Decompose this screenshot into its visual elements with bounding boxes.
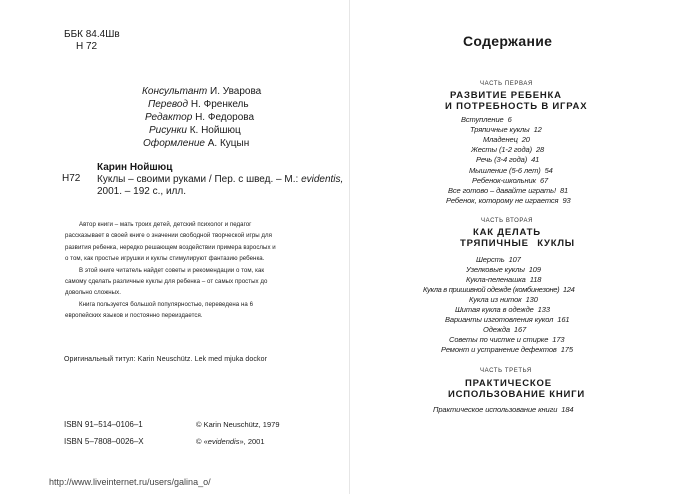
abstract-paragraph: В этой книге читатель найдет советы и рекомендации о том, как самому сделать различные куклы для ребенка – от самых простых до довольно сложных. bbox=[65, 266, 268, 297]
toc-entry[interactable]: Жесты (1-2 года) 28 bbox=[471, 145, 545, 154]
bbk-index: Н 72 bbox=[76, 41, 98, 52]
toc-entry[interactable]: Кукла в пришивной одежде (комбинезоне) 124 bbox=[423, 285, 575, 294]
watermark-url[interactable]: http://www.liveinternet.ru/users/galina_o/ bbox=[49, 477, 211, 487]
toc-entry[interactable]: Речь (3-4 года) 41 bbox=[476, 155, 540, 164]
toc-entry[interactable]: Шитая кукла в одежде 133 bbox=[455, 305, 550, 314]
part-two-label: ЧАСТЬ ВТОРАЯ bbox=[481, 218, 534, 224]
toc-entry[interactable]: Мышление (5-6 лет) 54 bbox=[469, 166, 553, 175]
credits-block bbox=[142, 85, 261, 150]
part-one-title-line-2: И ПОТРЕБНОСТЬ В ИГРАХ bbox=[445, 101, 588, 112]
book-author: Карин Нойшюц bbox=[97, 162, 173, 173]
credit-design: Оформление А. Куцын bbox=[143, 138, 250, 149]
abstract-paragraph: Автор книги – мать троих детей, детский психолог и педагог рассказывает в своей книге о значении свободной творческой игры для развития ребенка, нередко решающем воздействии примера взрослых и о том, как простые игрушки и куклы стимулируют фантазию ребенка. bbox=[65, 221, 276, 263]
part-three-title-line-1: ПРАКТИЧЕСКОЕ bbox=[465, 378, 552, 389]
toc-entry[interactable]: Узелковые куклы 109 bbox=[466, 265, 541, 274]
toc-entry[interactable]: Одежда 167 bbox=[483, 325, 527, 334]
toc-entry[interactable]: Кукла-пеленашка 118 bbox=[466, 275, 542, 284]
part-three-title-line-2: ИСПОЛЬЗОВАНИЕ КНИГИ bbox=[448, 389, 585, 400]
bbk-block bbox=[64, 29, 120, 53]
toc-entry[interactable]: Младенец 20 bbox=[483, 135, 530, 144]
abstract bbox=[65, 219, 280, 322]
toc-entry[interactable]: Советы по чистке и стирке 173 bbox=[449, 335, 565, 344]
part-one-title-line-1: РАЗВИТИЕ РЕБЕНКА bbox=[450, 90, 562, 101]
part-two-title-line-1: КАК ДЕЛАТЬ bbox=[473, 227, 541, 238]
right-page bbox=[349, 0, 699, 494]
credit-illustrations: Рисунки К. Нойшюц bbox=[149, 125, 241, 136]
toc-entry[interactable]: Шерсть 107 bbox=[476, 255, 521, 264]
toc-entry[interactable]: Ребенок, которому не играется 93 bbox=[446, 196, 571, 205]
toc-entry[interactable]: Кукла из ниток 130 bbox=[469, 295, 538, 304]
toc-entry[interactable]: Варианты изготовления кукол 161 bbox=[445, 315, 570, 324]
toc-entry[interactable]: Практическое использование книги 184 bbox=[433, 405, 574, 414]
credit-editor: Редактор Н. Федорова bbox=[145, 112, 255, 123]
toc-entry[interactable]: Ребенок-школьник 67 bbox=[472, 176, 549, 185]
credit-translation: Перевод Н. Френкель bbox=[148, 99, 249, 110]
copyright-publisher: © «evidendis», 2001 bbox=[196, 437, 265, 446]
part-two-title-line-2: ТРЯПИЧНЫЕ КУКЛЫ bbox=[460, 238, 575, 249]
bbk-code: ББК 84.4Шв bbox=[64, 29, 120, 40]
toc-title: Содержание bbox=[463, 33, 553, 49]
book-year-pages: 2001. – 192 с., илл. bbox=[97, 186, 186, 197]
toc-entry[interactable]: Все готово – давайте играть! 81 bbox=[448, 186, 569, 195]
book-title-line: Куклы – своими руками / Пер. с швед. – М.: evidentis, bbox=[97, 174, 344, 185]
part-one-label: ЧАСТЬ ПЕРВАЯ bbox=[480, 81, 533, 87]
copyright-author: © Karin Neuschütz, 1979 bbox=[196, 420, 280, 429]
part-three-label: ЧАСТЬ ТРЕТЬЯ bbox=[480, 368, 532, 374]
left-page bbox=[0, 0, 349, 494]
toc-entry[interactable]: Вступление 6 bbox=[461, 115, 512, 124]
bibliographic-record bbox=[97, 162, 343, 198]
abstract-paragraph: Книга пользуется большой популярностью, переведена на 6 европейских языков и постоянно переиздается. bbox=[65, 300, 254, 320]
toc-entry[interactable]: Ремонт и устранение дефектов 175 bbox=[441, 345, 573, 354]
toc-entry[interactable]: Тряпичные куклы 12 bbox=[470, 125, 542, 134]
credit-consultant: Консультант И. Уварова bbox=[142, 86, 262, 97]
catalog-code: Н72 bbox=[62, 173, 81, 184]
isbn-russian: ISBN 5–7808–0026–X bbox=[64, 437, 144, 446]
isbn-swedish: ISBN 91–514–0106–1 bbox=[64, 420, 143, 429]
original-title: Оригинальный титул: Karin Neuschütz. Lek med mjuka dockor bbox=[64, 356, 268, 363]
